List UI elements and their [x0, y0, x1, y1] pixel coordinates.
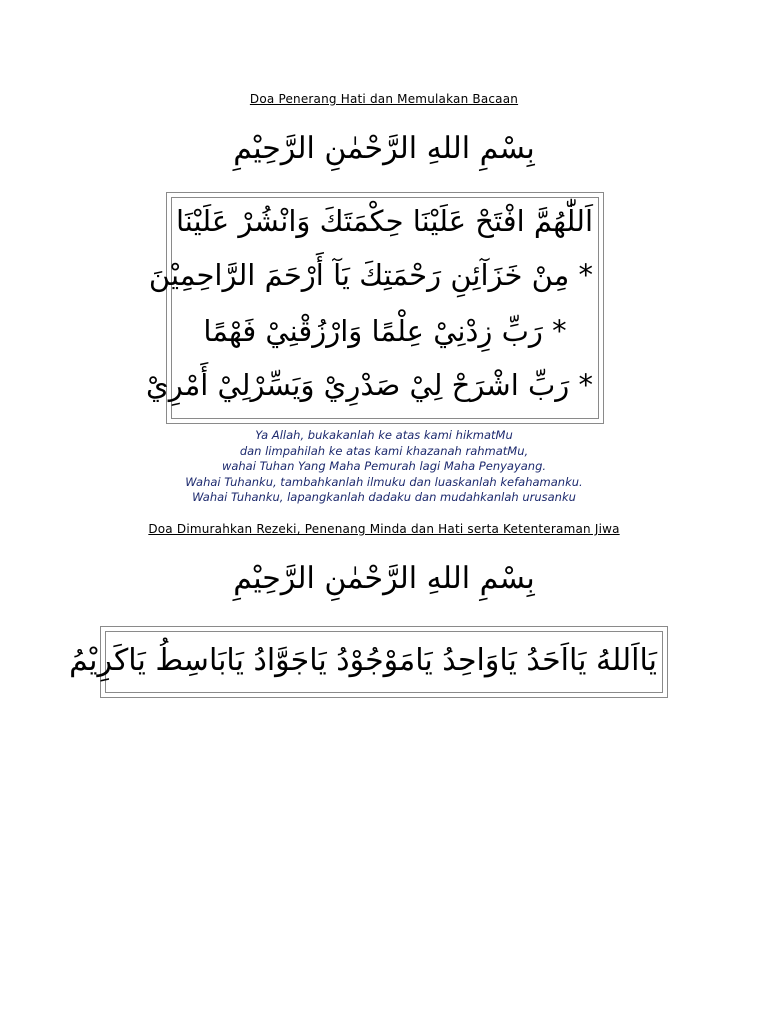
basmala-text: بِسْمِ اللهِ الرَّحْمٰنِ الرَّحِيْمِ [233, 131, 535, 166]
arabic-line-3: * رَبِّ زِدْنِيْ عِلْمًا وَارْزُقْنِيْ فَهْمًا [203, 314, 567, 348]
arabic-names-line: يَااَللهُ يَااَحَدُ يَاوَاحِدُ يَامَوْجُوْدُ يَاجَوَّادُ يَابَاسِطُ يَاكَرِيْمُ [69, 643, 657, 678]
basmala-calligraphy [233, 116, 535, 182]
arabic-line-4: * رَبِّ اشْرَحْ لِيْ صَدْرِيْ وَيَسِّرْلِيْ أَمْرِيْ [146, 368, 593, 402]
section-one-title: Doa Penerang Hati dan Memulakan Bacaan [249, 92, 519, 106]
translation-line: wahai Tuhan Yang Maha Pemurah lagi Maha Penyayang. [221, 459, 547, 473]
basmala-calligraphy-image [233, 546, 535, 612]
basmala-text: بِسْمِ اللهِ الرَّحْمٰنِ الرَّحِيْمِ [233, 561, 535, 596]
basmala-calligraphy [233, 546, 535, 612]
translation-line: Wahai Tuhanku, tambahkanlah ilmuku dan luaskanlah kefahamanku. [185, 474, 583, 489]
arabic-line-2: * مِنْ خَزَآئِنِ رَحْمَتِكَ يَآ أَرْحَمَ الرَّاحِمِيْنَ [148, 258, 593, 292]
names-frame [69, 626, 668, 698]
translation-line: Ya Allah, bukakanlah ke atas kami hikmatMu [255, 428, 513, 442]
translation-line: dan limpahilah ke atas kami khazanah rahmatMu, [239, 443, 529, 458]
basmala-calligraphy-image [233, 116, 535, 182]
prayer-frame [146, 192, 604, 424]
section-two-title: Doa Dimurahkan Rezeki, Penenang Minda dan Hati serta Ketenteraman Jiwa [148, 522, 620, 536]
translation-line: Wahai Tuhanku, lapangkanlah dadaku dan mudahkanlah urusanku [192, 490, 576, 504]
arabic-line-1: اَللّٰهُمَّ افْتَحْ عَلَيْنَا حِكْمَتَكَ وَانْشُرْ عَلَيْنَا [175, 204, 593, 238]
translation-block [0, 428, 768, 506]
